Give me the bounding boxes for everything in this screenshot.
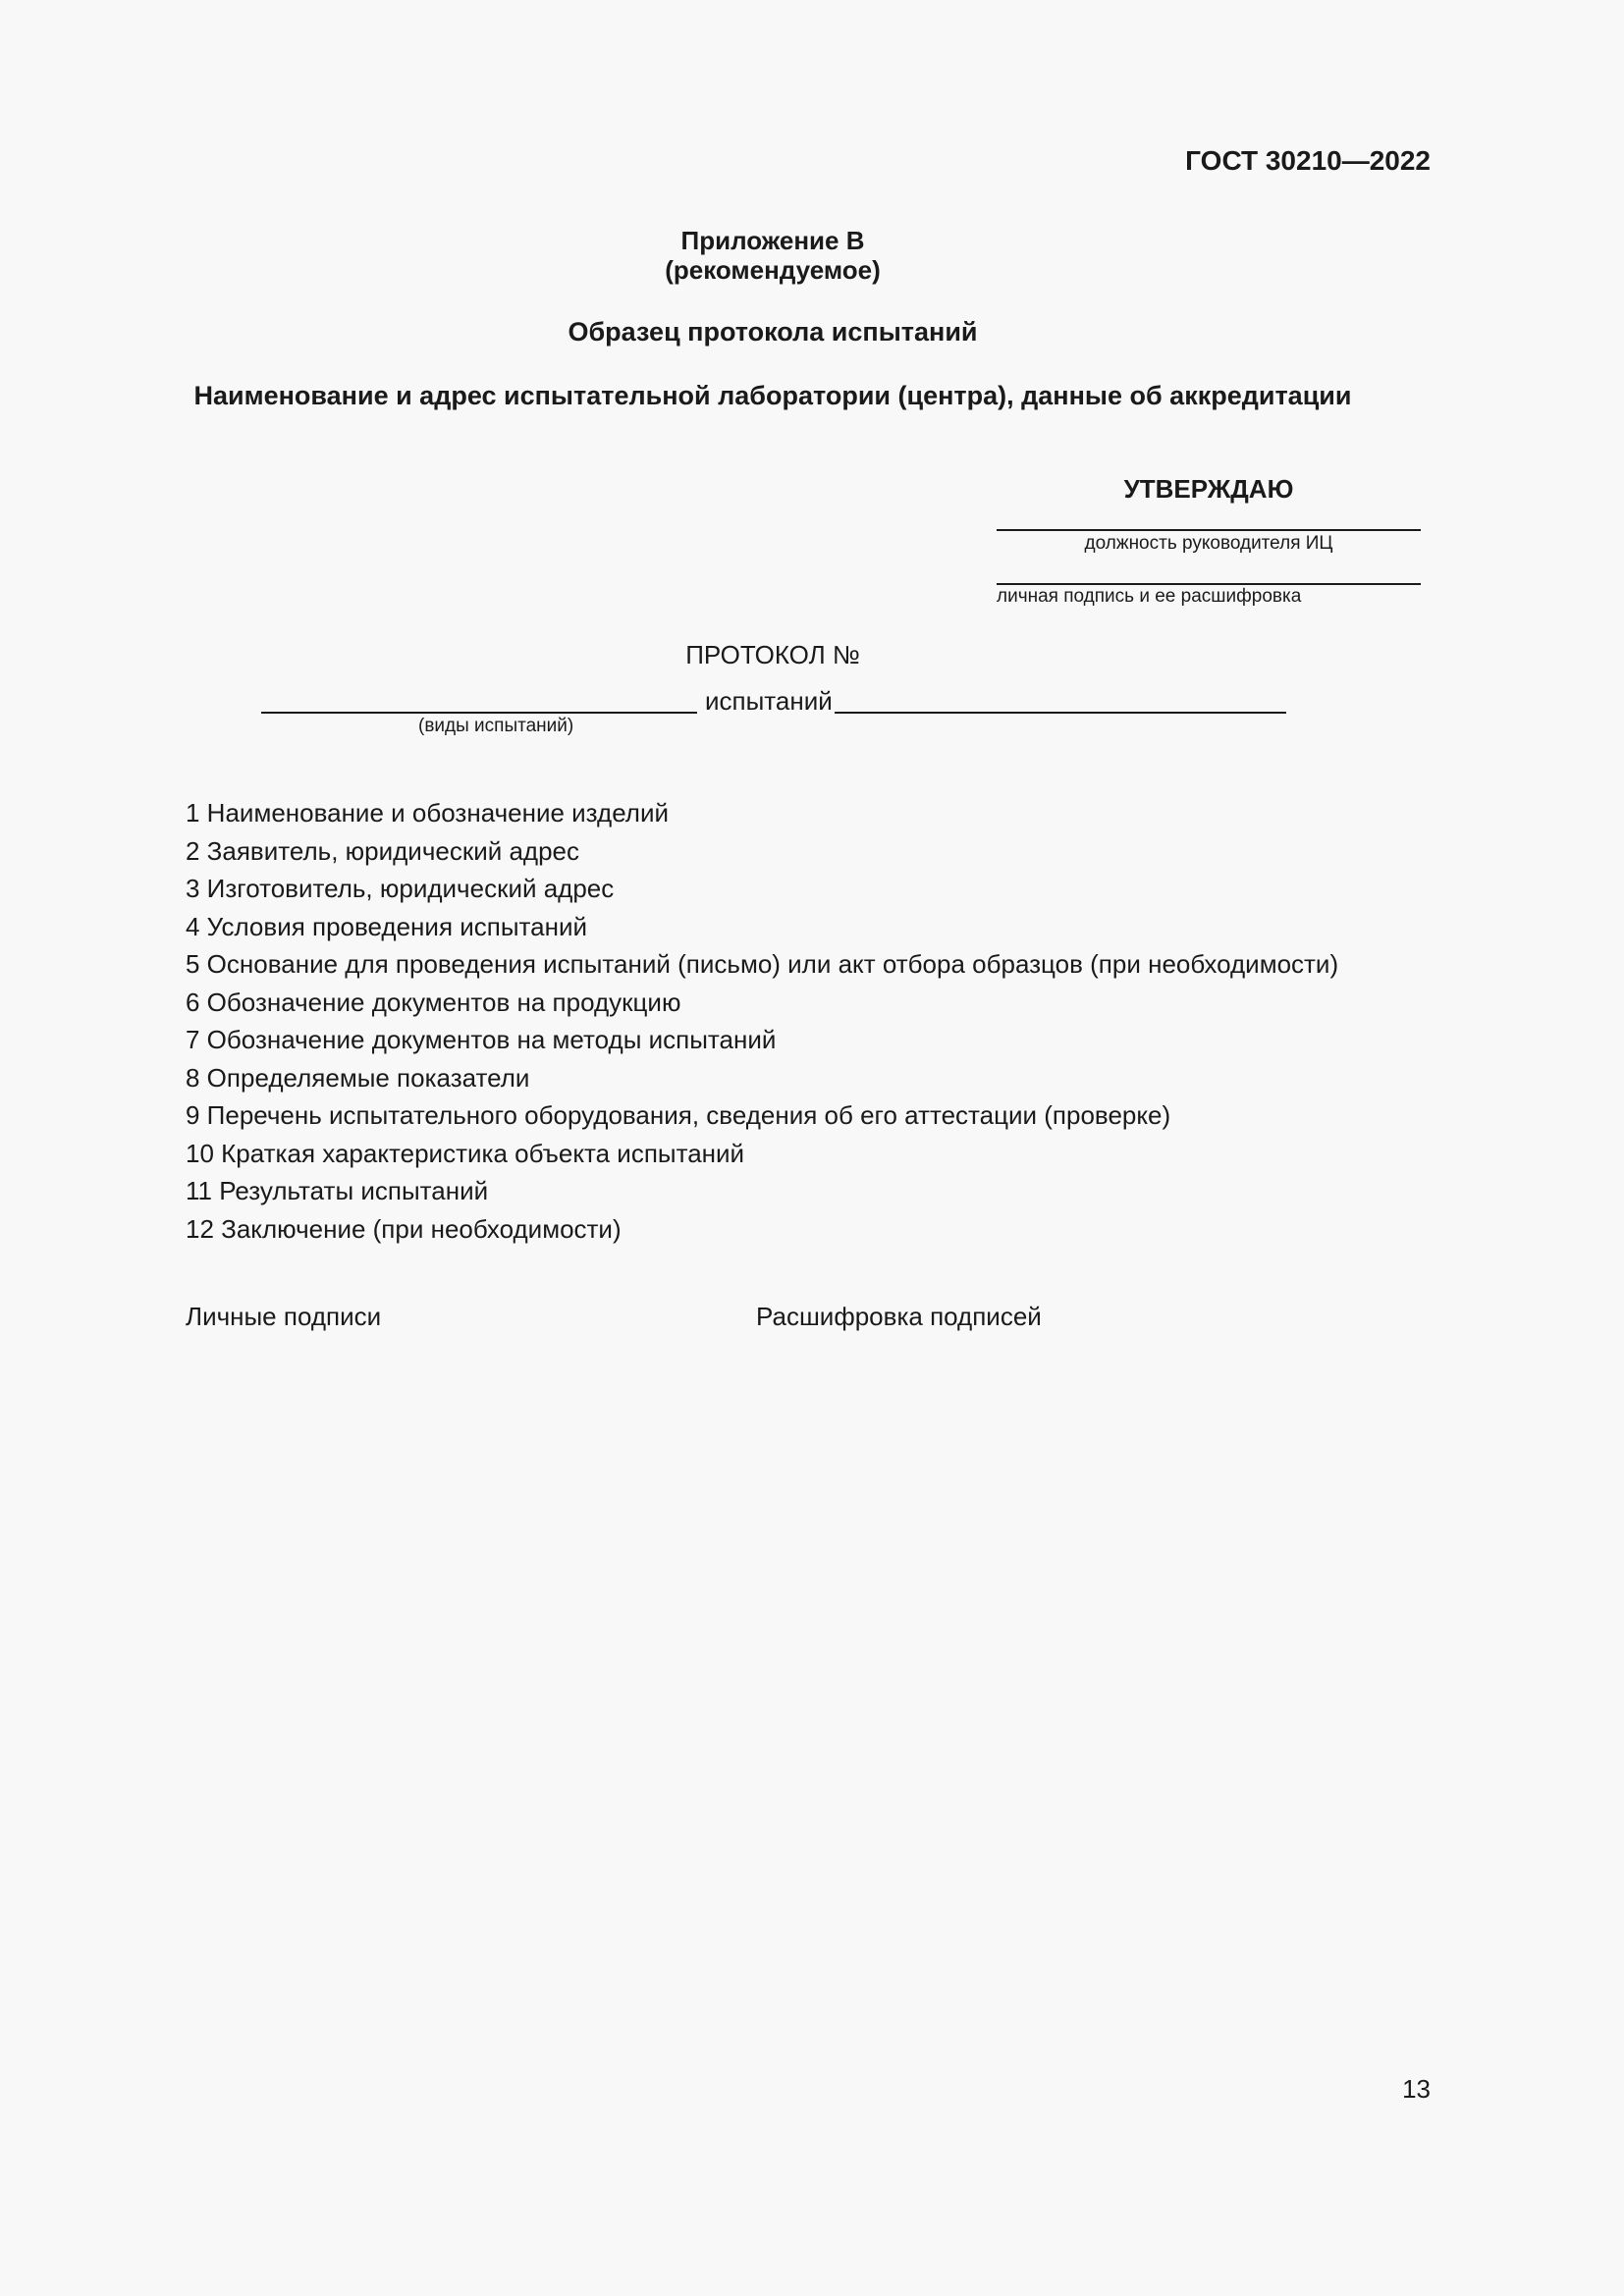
signatures-label: Личные подписи <box>186 1302 382 1331</box>
list-item: 10 Краткая характеристика объекта испытаний <box>186 1138 745 1168</box>
list-item: 7 Обозначение документов на методы испытаний <box>186 1025 777 1054</box>
position-caption: должность руководителя ИЦ <box>1084 533 1333 554</box>
signature-caption: личная подпись и ее расшифровка <box>997 586 1302 607</box>
list-item: 4 Условия проведения испытаний <box>186 911 588 941</box>
list-item: 8 Определяемые показатели <box>186 1062 530 1093</box>
list-item: 9 Перечень испытательного оборудования, сведения об его аттестации (проверке) <box>186 1100 1171 1130</box>
list-item: 2 Заявитель, юридический адрес <box>186 835 580 866</box>
tests-word: испытаний <box>705 686 833 716</box>
list-item: 6 Обозначение документов на продукцию <box>186 987 681 1017</box>
appendix-status: (рекомендуемое) <box>665 255 881 285</box>
list-item: 3 Изготовитель, юридический адрес <box>186 874 615 903</box>
tests-line <box>261 686 1286 716</box>
position-line <box>997 529 1421 531</box>
document-code: ГОСТ 30210—2022 <box>1185 145 1431 176</box>
tests-type-blank <box>261 712 697 714</box>
signatures-decoding-label: Расшифровка подписей <box>756 1302 1042 1331</box>
protocol-items <box>186 794 1338 1248</box>
list-item: 1 Наименование и обозначение изделий <box>186 798 670 828</box>
sample-title: Образец протокола испытаний <box>568 317 978 347</box>
list-item: 11 Результаты испытаний <box>186 1176 489 1205</box>
list-item: 12 Заключение (при необходимости) <box>186 1213 622 1244</box>
page-number: 13 <box>1402 2074 1431 2104</box>
tests-subject-blank <box>835 712 1286 714</box>
approval-heading: УТВЕРЖДАЮ <box>1123 474 1294 504</box>
lab-title: Наименование и адрес испытательной лаборатории (центра), данные об аккредитации <box>193 381 1352 410</box>
protocol-title: ПРОТОКОЛ № <box>685 640 860 669</box>
signature-line <box>997 583 1421 585</box>
list-item: 5 Основание для проведения испытаний (письмо) или акт отбора образцов (при необходимости) <box>186 949 1339 979</box>
tests-caption: (виды испытаний) <box>418 716 574 736</box>
appendix-title: Приложение В <box>680 226 865 255</box>
